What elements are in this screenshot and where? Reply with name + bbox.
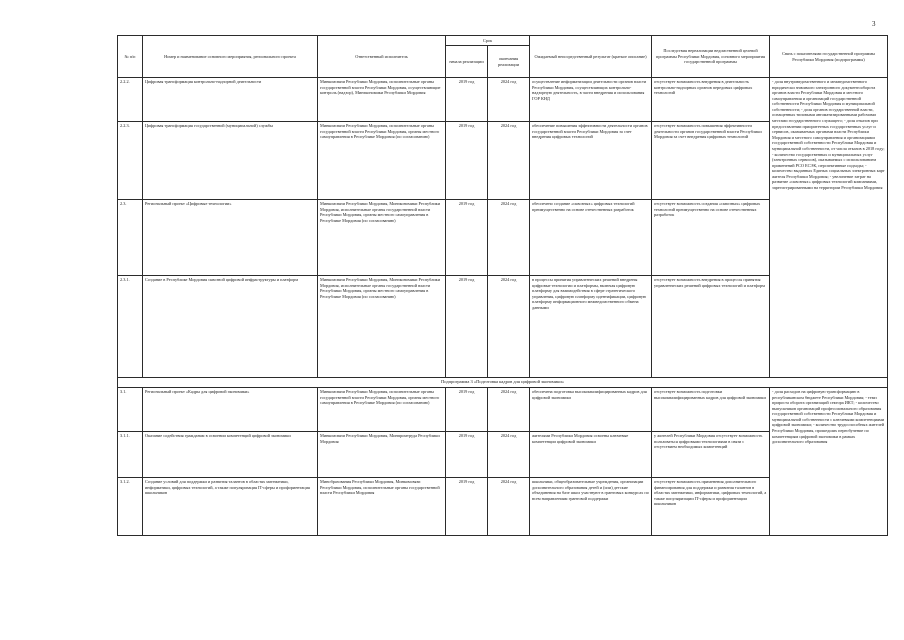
row-consequences: у жителей Республики Мордовия отсутствует возможность пользоваться цифровыми технологиями в связи с отсутствием необходимых компетенций — [652, 432, 770, 478]
row-name: Цифровая трансформация контрольно-надзорной деятельности — [143, 78, 318, 122]
row-num: 2.3. — [118, 200, 143, 276]
table-row — [118, 388, 888, 432]
row-name: Создание в Республике Мордовия сквозной цифровой инфраструктуры и платформ — [143, 276, 318, 378]
row-num: 3.1.1. — [118, 432, 143, 478]
row-end: 2024 год — [488, 200, 530, 276]
row-consequences: отсутствует возможность повышения эффективности деятельности органов государственной власти Республики Мордовия за счет внедрения цифровых технологий — [652, 122, 770, 200]
row-end: 2024 год — [488, 122, 530, 200]
header-row — [118, 36, 888, 46]
header-srok: Срок — [446, 36, 530, 46]
row-responsible: Минкомсвязи Республики Мордовия, исполнительные органы государственной власти Республики Мордовия, органы местного самоуправления в Республике Мордовия (по согласованию) — [318, 122, 446, 200]
row-end: 2024 год — [488, 432, 530, 478]
row-start: 2019 год — [446, 78, 488, 122]
row-start: 2019 год — [446, 122, 488, 200]
row-indicators: - доля расходов на цифровую трансформацию в республиканском бюджете Республики Мордовия; - темп прироста оборота организаций сектора ИКТ; - количество выпускников организаций профессионального образования государственной собственности Республики Мордовия и муниципальной собственности с ключевыми компетенциями цифровой экономики; - количество трудоспособных жителей Республики Мордовия, прошедших переобучение по компетенциям цифровой экономики в рамках дополнительного образования — [770, 388, 888, 536]
row-result: школьники, общеобразовательные учреждения, организации дополнительного образования детей и (или) детские объединения на базе школ участвуют в грантовых конкурсах по всем направлениям грантовой поддержки — [530, 478, 652, 536]
row-responsible: Минкомсвязи Республики Мордовия, Минпромтруда Республики Мордовия — [318, 432, 446, 478]
row-start: 2019 год — [446, 432, 488, 478]
subprogram-title: Подпрограмма 3 «Подготовка кадров для цифровой экономики» — [118, 378, 888, 388]
header-result: Ожидаемый непосредственный результат (краткое описание) — [530, 36, 652, 78]
page-number: 3 — [872, 20, 876, 28]
row-result: в процессы принятия управленческих решений внедрены цифровые технологии и платформы, включая цифровую платформу для взаимодействия в сфере стратегического управления, цифровую платформу идентификации, цифровую платформу информационного межведомственного обмена данными — [530, 276, 652, 378]
row-result: осуществление информатизации деятельности органов власти Республики Мордовия, осуществляющих контрольно-надзорную деятельность, в части внедрения и использования ГОР КНД — [530, 78, 652, 122]
row-name: Создание условий для поддержки и развития талантов в областях математики, информатики, цифровых технологий, а также популяризация IT-сферы и профориентация школьников — [143, 478, 318, 536]
row-num: 2.2.3. — [118, 122, 143, 200]
row-responsible: Минкомсвязи Республики Мордовия, исполнительные органы государственной власти Республики Мордовия, органы местного самоуправления в Республике Мордовия (по согласованию) — [318, 388, 446, 432]
row-start: 2019 год — [446, 276, 488, 378]
header-end: окончания реализации — [488, 46, 530, 78]
row-name: Цифровая трансформация государственной (муниципальной) службы — [143, 122, 318, 200]
row-name: Оказание содействия гражданам в освоении компетенций цифровой экономики — [143, 432, 318, 478]
row-consequences: отсутствует возможность внедрения в деятельность контрольно-надзорных органов передовых цифровых технологий — [652, 78, 770, 122]
row-indicators: - доля внутриведомственного и межведомственного юридически значимого электронного документооборота органов власти Республики Мордовия и местного самоуправления и организаций государственной собственности Республики Мордовия и муниципальной собственности; - доля органов государственной власти, оснащенных типовыми автоматизированными рабочими местами государственного служащего; - доля отказов при предоставлении приоритетных государственных услуг и сервисов, оказываемых органами власти Республики Мордовия и местного самоуправления и организациями государственной собственности Республики Мордовия и муниципальной собственности, от числа отказов в 2018 году; - количество государственных и муниципальных услуг (электронных сервисов), оказываемых с использованием применений РСО ЕСЭК, перспективные подходы; - количество выданных Единых социальных электронных карт жителя Республики Мордовия; - увеличение затрат на развитие «сквозных» цифровых технологий компаниями, зарегистрированными на территории Республики Мордовия — [770, 78, 888, 378]
row-result: обеспечено создание «сквозных» цифровых технологий преимущественно на основе отечественных разработок — [530, 200, 652, 276]
row-name: Региональный проект «Цифровые технологии» — [143, 200, 318, 276]
row-end: 2024 год — [488, 276, 530, 378]
header-name: Номер и наименование основного мероприятия, регионального проекта — [143, 36, 318, 78]
row-num: 2.3.1. — [118, 276, 143, 378]
row-consequences: отсутствует возможность внедрения в процессы принятия управленческих решений цифровых технологий и платформ — [652, 276, 770, 378]
row-start: 2019 год — [446, 200, 488, 276]
row-num: 3.1. — [118, 388, 143, 432]
program-table — [117, 35, 888, 536]
row-consequences: отсутствует возможность создания «сквозных» цифровых технологий преимущественно на основе отечественных разработок — [652, 200, 770, 276]
row-start: 2019 год — [446, 388, 488, 432]
row-responsible: Минкомсвязи Республики Мордовия, Минэкономики Республики Мордовия, исполнительные органы государственной власти Республики Мордовия, органы местного самоуправления в Республике Мордовия (по согласованию) — [318, 276, 446, 378]
row-responsible: Минкомсвязи Республики Мордовия, Минэкономики Республики Мордовия, исполнительные органы государственной власти Республики Мордовия, органы местного самоуправления в Республике Мордовия (по согласованию) — [318, 200, 446, 276]
row-end: 2024 год — [488, 478, 530, 536]
row-num: 3.1.2. — [118, 478, 143, 536]
table-row — [118, 78, 888, 122]
header-num: № п/п — [118, 36, 143, 78]
row-start: 2019 год — [446, 478, 488, 536]
header-link: Связь с показателями государственной программы Республики Мордовия (подпрограммы) — [770, 36, 888, 78]
row-consequences: отсутствует возможность применения дополнительного финансирования для поддержки и развития талантов в областях математики, информатики, цифровых технологий, а также популяризации IT-сферы и профориентации школьников — [652, 478, 770, 536]
header-responsible: Ответственный исполнитель — [318, 36, 446, 78]
row-end: 2024 год — [488, 78, 530, 122]
header-start: начала реализации — [446, 46, 488, 78]
row-result: обеспечение повышения эффективности деятельности органов государственной власти Республики Мордовия за счет внедрения цифровых технологий — [530, 122, 652, 200]
subprogram-row — [118, 378, 888, 388]
row-result: жителями Республики Мордовия освоены ключевые компетенции цифровой экономики — [530, 432, 652, 478]
row-responsible: Минобразования Республики Мордовия, Минкомсвязи Республики Мордовия, исполнительные органы государственной власти Республики Мордовия — [318, 478, 446, 536]
row-end: 2024 год — [488, 388, 530, 432]
row-consequences: отсутствует возможность подготовки высококвалифицированных кадров для цифровой экономики — [652, 388, 770, 432]
row-result: обеспечена подготовка высококвалифицированных кадров для цифровой экономики — [530, 388, 652, 432]
row-num: 2.2.2. — [118, 78, 143, 122]
row-responsible: Минкомсвязи Республики Мордовия, исполнительные органы государственной власти Республики Мордовия, осуществляющие контроль (надзор), Минэкономики Республики Мордовия — [318, 78, 446, 122]
row-name: Региональный проект «Кадры для цифровой экономики» — [143, 388, 318, 432]
header-consequences: Последствия нереализации ведомственной целевой программы Республики Мордовия, основного мероприятия государственной программы — [652, 36, 770, 78]
